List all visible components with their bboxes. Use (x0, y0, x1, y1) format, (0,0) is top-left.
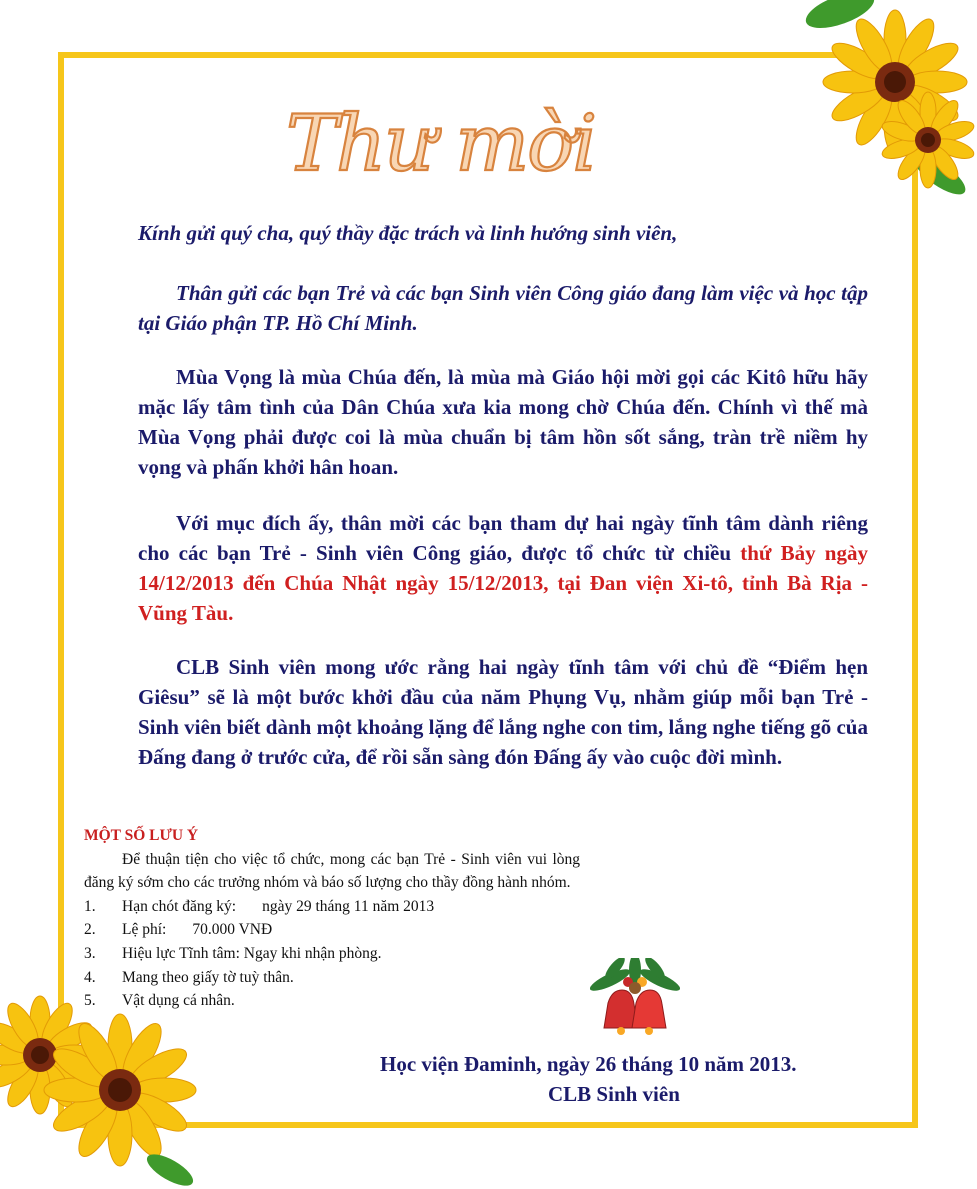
paragraph-2 (138, 278, 868, 338)
list-item-label: Mang theo giấy tờ tuỳ thân. (122, 968, 294, 986)
list-item-number: 5. (84, 992, 96, 1010)
list-item-label: Hạn chót đăng ký: (122, 897, 237, 915)
sunflower-icon (0, 985, 200, 1189)
list-item-number: 4. (84, 968, 96, 986)
notes-list (84, 895, 580, 1013)
page-title (280, 88, 600, 198)
list-item (84, 918, 580, 942)
notes-title: MỘT SỐ LƯU Ý (84, 827, 199, 844)
list-item-label: Hiệu lực Tĩnh tâm: Ngay khi nhận phòng. (122, 944, 382, 962)
event-dates-highlight: thứ Bảy ngày 14/12/2013 đến Chúa Nhật ngày 15/12/2013, tại Đan viện Xi-tô, tỉnh Bà Rịa - Vũng Tàu. (138, 541, 868, 625)
paragraph-4-text (138, 508, 868, 628)
paragraph-3-text: Mùa Vọng là mùa Chúa đến, là mùa mà Giáo hội mời gọi các Kitô hữu hãy mặc lấy tâm tình của Dân Chúa xưa kia mong chờ Chúa đến. Chính vì thế mà Mùa Vọng phải được coi là mùa chuẩn bị tâm hồn sốt sắng, tràn trề niềm hy vọng và phấn khởi hân hoan. (138, 365, 868, 479)
notes-intro: Để thuận tiện cho việc tổ chức, mong các bạn Trẻ - Sinh viên vui lòng đăng ký sớm cho các trưởng nhóm và báo số lượng cho thầy đồng hành nhóm. (84, 850, 580, 892)
paragraph-4 (138, 508, 868, 628)
paragraph-3 (138, 362, 868, 482)
list-item-value: 70.000 VNĐ (192, 921, 273, 939)
list-item (84, 895, 580, 919)
list-item-number: 1. (84, 897, 96, 915)
list-item (84, 989, 580, 1013)
signature-org: CLB Sinh viên (548, 1082, 680, 1106)
list-item-value: ngày 29 tháng 11 năm 2013 (262, 897, 435, 915)
list-item (84, 942, 580, 966)
greeting (138, 218, 868, 248)
list-item (84, 966, 580, 990)
signature-place-date: Học viện Đaminh, ngày 26 tháng 10 năm 2013. (380, 1052, 797, 1076)
paragraph-5-text: CLB Sinh viên mong ước rằng hai ngày tĩnh tâm với chủ đề “Điểm hẹn Giêsu” sẽ là một bước khởi đầu của năm Phụng Vụ, nhằm giúp mỗi bạn Trẻ - Sinh viên biết dành một khoảng lặng để lắng nghe con tim, lắng nghe tiếng gõ của Đấng đang ở trước cửa, để rồi sẵn sàng đón Đấng ấy vào cuộc đời mình. (138, 655, 868, 769)
paragraph-5 (138, 652, 868, 772)
list-item-number: 2. (84, 921, 96, 939)
sunflower-icon (800, 0, 977, 215)
notes-section (84, 824, 580, 1013)
christmas-bells-icon (590, 958, 680, 1058)
list-item-number: 3. (84, 944, 96, 962)
list-item-label: Vật dụng cá nhân. (122, 992, 235, 1010)
svg-text:Thư mời: Thư mời (286, 99, 596, 189)
list-item-label: Lệ phí: (122, 921, 167, 939)
paragraph-4-normal: Với mục đích ấy, thân mời các bạn tham dự hai ngày tĩnh tâm dành riêng cho các bạn Trẻ - Sinh viên Công giáo, được tổ chức từ chiều (138, 511, 868, 565)
greeting-text: Kính gửi quý cha, quý thầy đặc trách và linh hướng sinh viên, (138, 221, 678, 245)
paragraph-2-text: Thân gửi các bạn Trẻ và các bạn Sinh viên Công giáo đang làm việc và học tập tại Giáo phận TP. Hồ Chí Minh. (138, 281, 868, 335)
